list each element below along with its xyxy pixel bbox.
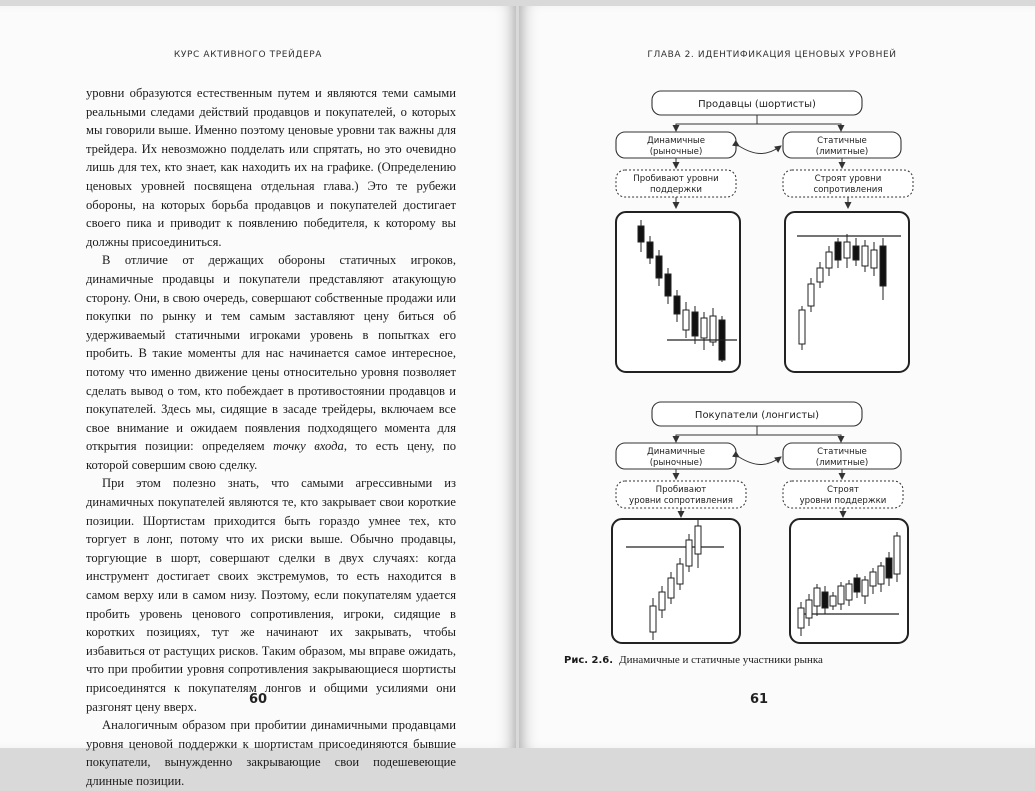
page-number-left: 60: [248, 692, 268, 707]
candle-body: [826, 252, 832, 268]
dynamic-label-1: Динамичные: [646, 136, 706, 146]
paragraph-3: При этом полезно знать, что самыми агрессивными из динамичных покупателей являются те, кто закрывает свои короткие позиции. Шортистам приходится быть гораздо умнее тех, кто торгует в лонг, потому что их риски выше. Обычно продавцы, торгующие в шорт, совершают сделки в двух случаях: когда инструмент достигает своих экстремумов, то есть находится в самом верху или в самом низу. Поэтому, если покупателям удается пробить уровень ценового сопротивления, игроки, сидящие в коротких позициях, тут же начинают их закрывать, чтобы избавиться от растущих рисков. Таким образом, мы вправе ожидать, что при пробитии уровня сопротивления закрывающиеся шортисты присоединятся к покупателям лонгов и общими усилиями они разгонят цену вверх.: [86, 476, 456, 714]
candle-body: [692, 312, 698, 336]
candle-body: [638, 226, 644, 242]
candle-body: [674, 296, 680, 314]
candle-body: [846, 584, 852, 600]
candle-body: [844, 242, 850, 258]
svg-text:уровни сопротивления: уровни сопротивления: [629, 496, 733, 506]
svg-text:Пробивают уровни: Пробивают уровни: [633, 174, 719, 184]
candle-body: [677, 564, 683, 584]
candle-body: [894, 536, 900, 574]
candle-body: [683, 310, 689, 330]
svg-text:(рыночные): (рыночные): [649, 458, 703, 468]
svg-text:Статичные: Статичные: [817, 447, 867, 457]
candle-body: [870, 572, 876, 586]
candle-body: [798, 608, 804, 628]
candle-body: [799, 310, 805, 344]
left-page: [0, 6, 516, 788]
svg-text:Строят: Строят: [827, 485, 859, 495]
svg-text:Динамичные: Динамичные: [646, 447, 706, 457]
figure-number: Рис. 2.6.: [564, 655, 614, 666]
candle-body: [814, 588, 820, 606]
candle-body: [871, 250, 877, 268]
svg-text:(лимитные): (лимитные): [815, 458, 869, 468]
figure-caption-text: Динамичные и статичные участники рынка: [619, 654, 823, 666]
page-number-right: 61: [749, 692, 769, 707]
candle-body: [830, 596, 836, 606]
paragraph-2: В отличие от держащих обороны статичных игроков, динамичные продавцы и покупатели представляют атакующую сторону. Они, в свою очередь, совершают собственные продажи или покупки по рынку и тем самым заставляют цену биться об удерживаемый статичными игроками уровень в попытках его пробить. В такие моменты для нас начинается самое интересное, потому что именно движение цены относительно уровня позволяет сделать вывод о том, кто побеждает в противостоянии продавцов и покупателей. Здесь мы, сидящие в засаде трейдеры, включаем все свое внимание и ожидаем появления подходящего момента для открытия позиции: определяем точку входа, то есть цену, по которой совершим свою сделку.: [86, 253, 456, 472]
candle-body: [647, 242, 653, 258]
candle-body: [686, 540, 692, 566]
figure-2-6: [519, 6, 1035, 748]
paragraph-1: уровни образуются естественным путем и являются теми самыми реальными следами действий продавцов и покупателей, о которых мы говорили выше. Именно поэтому ценовые уровни так важны для трейдера. Их невозможно подделать или спрятать, но это очевидно лишь для тех, кто знает, как находить их на графике. (Определению ценовых уровней посвящена отдельная глава.) Это те рубежи обороны, на которых борьба продавцов и покупателей достигает своего пика и приводит к появлению победителя, к которому вы должны присоединиться.: [86, 86, 456, 249]
candle-body: [817, 268, 823, 282]
root-label-buyers: Покупатели (лонгисты): [694, 410, 820, 421]
entry-point-term: точку входа: [273, 439, 344, 454]
candle-body: [710, 316, 716, 342]
candle-body: [665, 274, 671, 296]
candle-body: [650, 606, 656, 632]
svg-text:сопротивления: сопротивления: [813, 185, 883, 195]
candle-body: [886, 558, 892, 578]
figure-caption: [564, 654, 823, 666]
static-label-2: (лимитные): [815, 147, 869, 157]
diagram-sellers: [616, 91, 913, 372]
candle-body: [878, 566, 884, 584]
running-head-left: КУРС АКТИВНОГО ТРЕЙДЕРА: [173, 50, 323, 60]
candle-body: [822, 592, 828, 608]
candle-body: [835, 242, 841, 260]
svg-text:поддержки: поддержки: [649, 185, 703, 195]
candle-body: [656, 256, 662, 278]
svg-text:Пробивают: Пробивают: [655, 485, 707, 495]
svg-text:Строят уровни: Строят уровни: [814, 174, 882, 184]
candle-body: [659, 592, 665, 610]
paragraph-4: Аналогичным образом при пробитии динамичными продавцами уровня ценовой поддержки к шортистам присоединяются бывшие покупатели, вынужденно закрывающие свои подешевеющие длинные позиции.: [86, 718, 456, 788]
candle-body: [806, 600, 812, 618]
dynamic-label-2: (рыночные): [649, 147, 703, 157]
running-head-right: ГЛАВА 2. ИДЕНТИФИКАЦИЯ ЦЕНОВЫХ УРОВНЕЙ: [647, 50, 897, 60]
candle-body: [838, 586, 844, 604]
svg-text:уровни поддержки: уровни поддержки: [799, 496, 887, 506]
candle-body: [880, 246, 886, 286]
body-text: [86, 84, 456, 791]
diagram-buyers: [612, 402, 908, 643]
candle-body: [854, 578, 860, 592]
static-label-1: Статичные: [817, 136, 867, 146]
root-label-sellers: Продавцы (шортисты): [698, 99, 816, 110]
candle-body: [701, 318, 707, 338]
candle-body: [808, 284, 814, 306]
candle-body: [853, 246, 859, 260]
candle-body: [862, 580, 868, 596]
candle-body: [668, 578, 674, 598]
candle-body: [695, 526, 701, 554]
right-page: [519, 6, 1035, 748]
candle-body: [862, 246, 868, 266]
chart-panel-buyers-dynamic: [612, 519, 740, 643]
